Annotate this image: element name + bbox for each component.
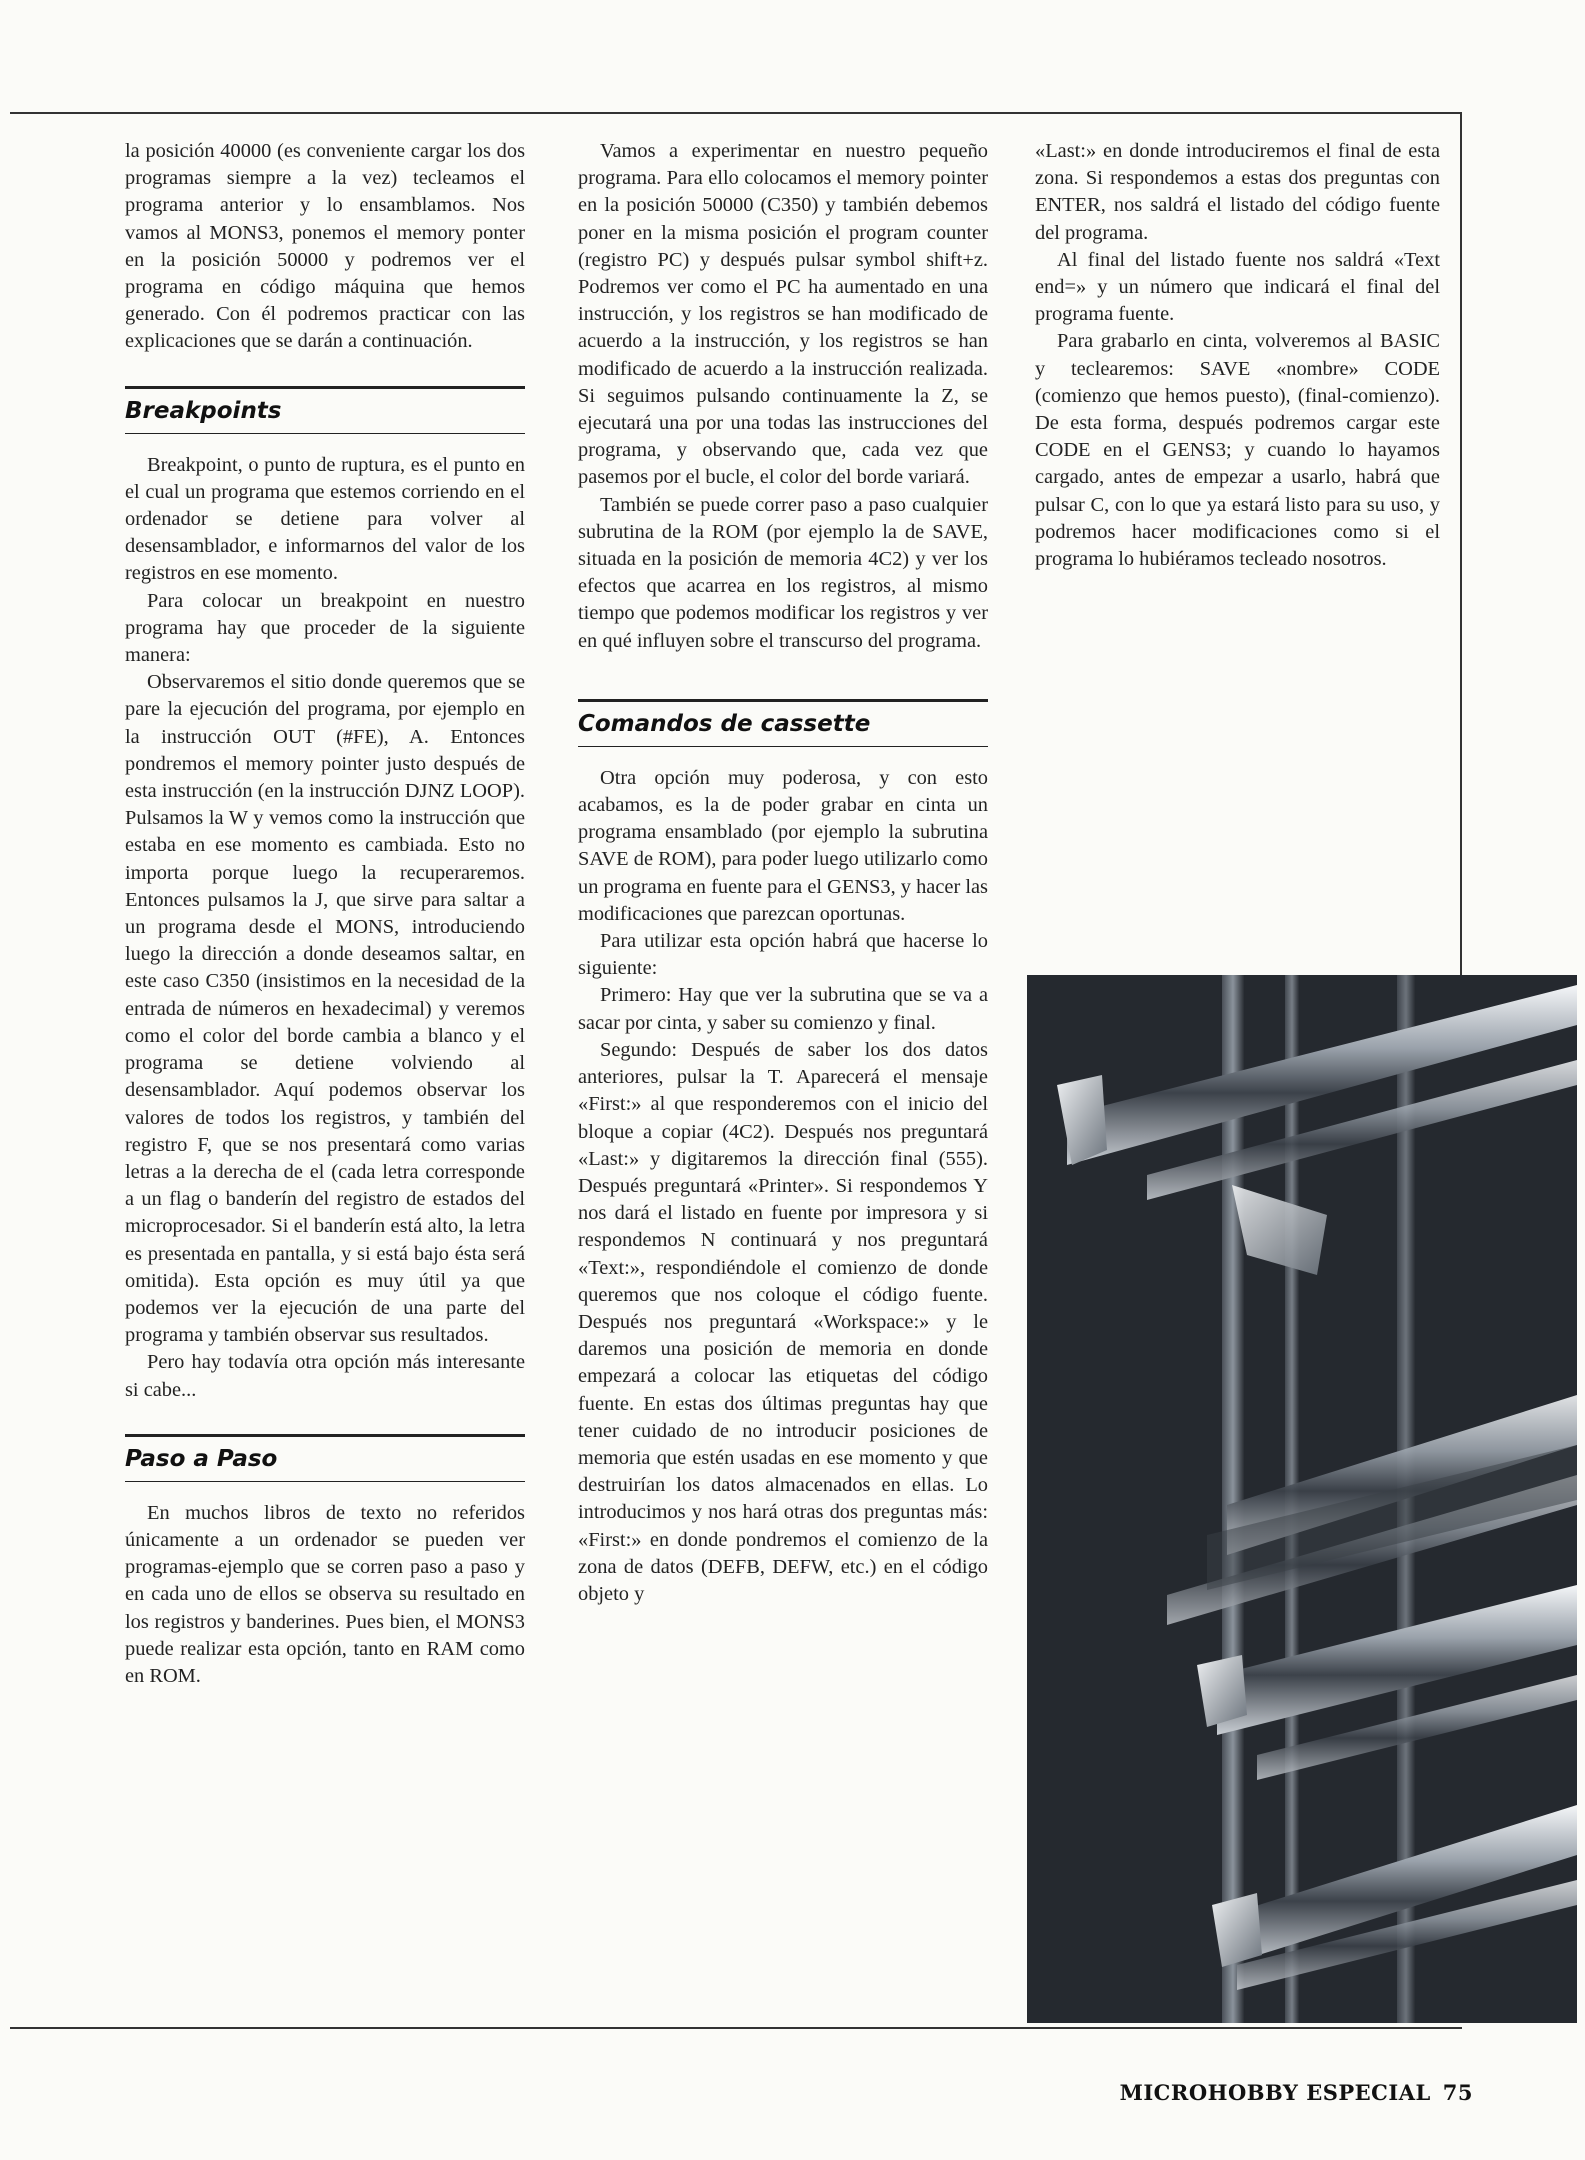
paragraph: Pero hay todavía otra opción más interesante si cabe... xyxy=(125,1351,525,1401)
paragraph: Otra opción muy poderosa, y con esto acabamos, es la de poder grabar en cinta un programa ensamblado (por ejemplo la subrutina SAVE de ROM), para poder luego utilizarlo como un programa en fuente para el GENS3, y hacer las modificaciones que parezcan oportunas. xyxy=(578,766,988,925)
right-rule xyxy=(1460,112,1462,1029)
paragraph: Breakpoint, o punto de ruptura, es el punto en el cual un programa que estemos corriendo en el ordenador se detiene para volver al desensamblador, e informarnos del valor de los registros en ese momento. xyxy=(125,453,525,585)
paragraph: Para colocar un breakpoint en nuestro programa hay que proceder de la siguiente manera: xyxy=(125,589,525,667)
section-breakpoints xyxy=(125,386,525,434)
section-title-breakpoints: Breakpoints xyxy=(125,397,525,434)
paragraph: Para utilizar esta opción habrá que hacerse lo siguiente: xyxy=(578,930,988,980)
column-2 xyxy=(578,138,988,1608)
magazine-name: MICROHOBBY ESPECIAL xyxy=(1119,2080,1431,2105)
column-1 xyxy=(125,138,525,1690)
paragraph: En muchos libros de texto no referidos únicamente a un ordenador se pueden ver programas-ejemplo que se corren paso a paso y en cada uno de ellos se observa su resultado en los registros y banderines. Pues bien, el MONS3 puede realizar esta opción, tanto en RAM como en ROM. xyxy=(125,1501,525,1687)
column-3 xyxy=(1035,138,1440,573)
section-comandos-de-cassette xyxy=(578,699,988,747)
page-footer xyxy=(1120,2080,1473,2105)
column-1-intro: la posición 40000 (es conveniente cargar los dos programas siempre a la vez) tecleamos el programa anterior y lo ensamblamos. Nos vamos al MONS3, ponemos el memory ponter en la posición 50000 y podremos ver el programa en código máquina que hemos generado. Con él podremos practicar con las explicaciones que se darán a continuación. xyxy=(125,140,525,353)
paragraph: Vamos a experimentar en nuestro pequeño programa. Para ello colocamos el memory pointer en la posición 50000 (C350) y también debemos poner en la misma posición el program counter (registro PC) y después pulsar symbol shift+z. Podremos ver como el PC ha aumentado en una instrucción, y los registros se han modificado de acuerdo a la instrucción, y los registros se han modificado de acuerdo a la instrucción realizada. Si seguimos pulsando continuamente la Z, se ejecutará una por una todas las instrucciones del programa, y observando que, cada vez que pasemos por el bucle, el color del borde variará. xyxy=(578,140,988,489)
paragraph: «Last:» en donde introduciremos el final de esta zona. Si respondemos a estas dos preguntas con ENTER, nos saldrá el listado del código fuente del programa. xyxy=(1035,140,1440,244)
bottom-rule xyxy=(10,2027,1462,2029)
paragraph: Para grabarlo en cinta, volveremos al BASIC y teclearemos: SAVE «nombre» CODE (comienzo que hemos puesto), (final-comienzo). De esta forma, después podremos cargar este CODE en el GENS3; y cuando lo hayamos cargado, antes de empezar a usarlo, habrá que pulsar C, con lo que ya estará listo para su uso, y podremos hacer modificaciones como si el programa lo hubiéramos tecleado nosotros. xyxy=(1035,330,1440,571)
page-number: 75 xyxy=(1442,2080,1473,2105)
paragraph: Observaremos el sitio donde queremos que se pare la ejecución del programa, por ejemplo en la instrucción OUT (#FE), A. Entonces pondremos el memory pointer justo después de esta instrucción (en la instrucción DJNZ LOOP). Pulsamos la W y vemos como la instrucción que estaba en ese momento es cambiada. Esto no importa porque luego la recuperaremos. Entonces pulsamos la J, que sirve para saltar a un programa desde el MONS, introduciendo luego la dirección a donde deseamos saltar, en este caso C350 (insistimos en la necesidad de la entrada de números en hexadecimal) y veremos como el color del borde cambia a blanco y el programa se detiene volviendo al desensamblador. Aquí podemos observar los valores de todos los registros, y también del registro F, que se nos presentará como varias letras a la derecha de el (cada letra corresponde a un flag o banderín del registro de estados del microprocesador. Si el banderín está alto, la letra es presentada en pantalla, y si está bajo ésta será omitida). Esta opción es muy útil ya que podemos ver la ejecución de una parte del programa y también observar sus resultados. xyxy=(125,671,525,1347)
section-title-paso-a-paso: Paso a Paso xyxy=(125,1445,525,1482)
paragraph: También se puede correr paso a paso cualquier subrutina de la ROM (por ejemplo la de SAVE, situada en la posición de memoria 4C2) y ver los efectos que acarrea en los registros, al mismo tiempo que podemos modificar los registros y ver en qué influyen sobre el transcurso del programa. xyxy=(578,493,988,652)
paragraph: Al final del listado fuente nos saldrá «Text end=» y un número que indicará el final del programa fuente. xyxy=(1035,248,1440,326)
paragraph: Primero: Hay que ver la subrutina que se va a sacar por cinta, y saber su comienzo y final. xyxy=(578,984,988,1034)
paragraph: Segundo: Después de saber los dos datos anteriores, pulsar la T. Aparecerá el mensaje «First:» al que responderemos con el inicio del bloque a copiar (4C2). Después nos preguntará «Last:» y digitaremos la dirección final (555). Después preguntará «Printer». Si respondemos Y nos dará el listado en fuente por impresora y si respondemos N continuará y nos preguntará «Text:», respondiéndole el comienzo de donde queremos que nos coloque el código fuente. Después nos preguntará «Workspace:» y le daremos una posición de memoria en donde empezará a colocar las etiquetas del código fuente. En estas dos últimas preguntas hay que tener cuidado de no introducir posiciones de memoria que estén usadas en ese momento y que destruirían los datos almacenados en ellas. Lo introducimos y nos hará otras dos preguntas más: «First:» en donde pondremos el comienzo de la zona de datos (DEFB, DEFW, etc.) en el código objeto y xyxy=(578,1038,988,1605)
top-rule xyxy=(10,112,1462,114)
metal-rails-photo xyxy=(1027,975,1577,2023)
section-title-comandos-de-cassette: Comandos de cassette xyxy=(578,710,988,747)
section-paso-a-paso xyxy=(125,1434,525,1482)
